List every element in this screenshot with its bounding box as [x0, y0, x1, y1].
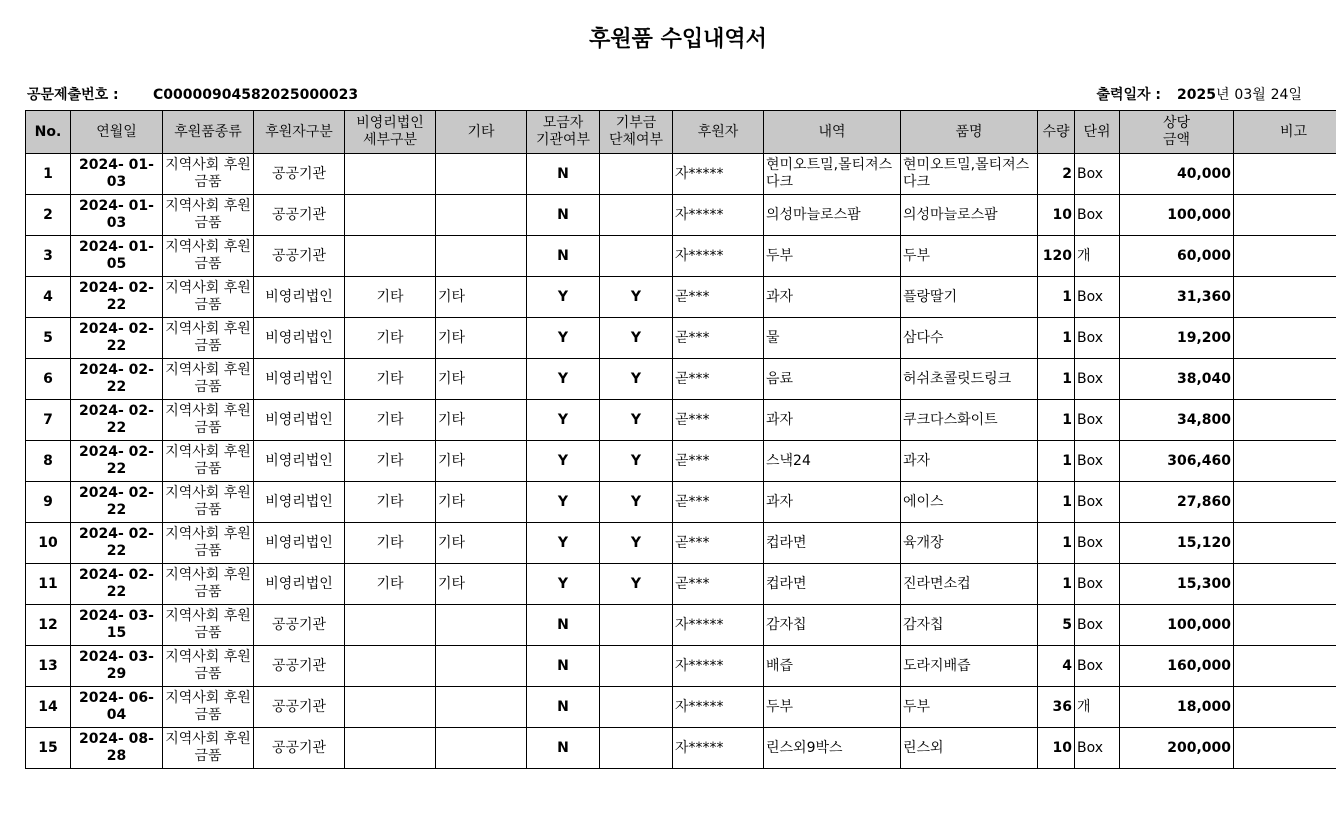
cell-org: [600, 646, 673, 687]
cell-unit: Box: [1075, 482, 1120, 523]
cell-fund: Y: [527, 400, 600, 441]
cell-unit: Box: [1075, 646, 1120, 687]
cell-qty: 1: [1038, 523, 1075, 564]
cell-org: Y: [600, 441, 673, 482]
cell-fund: Y: [527, 564, 600, 605]
cell-item: 의성마늘로스팜: [901, 195, 1038, 236]
cell-etc: [436, 605, 527, 646]
table-body: [26, 154, 1336, 769]
cell-fund: N: [527, 195, 600, 236]
cell-desc: 배즙: [764, 646, 901, 687]
table-row: [26, 441, 1336, 482]
cell-no: 3: [26, 236, 71, 277]
table-row: [26, 359, 1336, 400]
cell-donor: 곧***: [673, 523, 764, 564]
cell-qty: 1: [1038, 359, 1075, 400]
cell-date: 2024- 06- 04: [71, 687, 163, 728]
cell-fund: N: [527, 154, 600, 195]
cell-type: 지역사회 후원금품: [163, 359, 254, 400]
cell-date: 2024- 02- 22: [71, 482, 163, 523]
cell-item: 린스외: [901, 728, 1038, 769]
cell-fund: N: [527, 605, 600, 646]
cell-no: 10: [26, 523, 71, 564]
header-desc: 내역: [764, 111, 901, 154]
cell-donor-type: 공공기관: [254, 605, 345, 646]
cell-desc: 물: [764, 318, 901, 359]
cell-no: 6: [26, 359, 71, 400]
cell-item: 삼다수: [901, 318, 1038, 359]
cell-donor-type: 공공기관: [254, 236, 345, 277]
cell-amount: 100,000: [1120, 605, 1234, 646]
cell-fund: N: [527, 236, 600, 277]
cell-item: 쿠크다스화이트: [901, 400, 1038, 441]
header-etc: 기타: [436, 111, 527, 154]
cell-nonprofit-sub: 기타: [345, 564, 436, 605]
cell-qty: 1: [1038, 400, 1075, 441]
cell-note: [1234, 687, 1336, 728]
cell-item: 진라면소컵: [901, 564, 1038, 605]
cell-donor: 곧***: [673, 564, 764, 605]
cell-etc: [436, 195, 527, 236]
cell-donor-type: 공공기관: [254, 687, 345, 728]
cell-desc: 음료: [764, 359, 901, 400]
cell-org: [600, 154, 673, 195]
table-row: [26, 236, 1336, 277]
cell-org: Y: [600, 482, 673, 523]
cell-nonprofit-sub: [345, 154, 436, 195]
cell-no: 14: [26, 687, 71, 728]
cell-note: [1234, 482, 1336, 523]
cell-item: 허쉬초콜릿드링크: [901, 359, 1038, 400]
cell-donor: 자*****: [673, 728, 764, 769]
cell-etc: [436, 728, 527, 769]
cell-item: 현미오트밀,몰티져스다크: [901, 154, 1038, 195]
cell-no: 2: [26, 195, 71, 236]
header-donor: 후원자: [673, 111, 764, 154]
cell-nonprofit-sub: 기타: [345, 318, 436, 359]
cell-donor-type: 공공기관: [254, 195, 345, 236]
cell-type: 지역사회 후원금품: [163, 441, 254, 482]
cell-item: 플랑딸기: [901, 277, 1038, 318]
cell-date: 2024- 02- 22: [71, 318, 163, 359]
cell-qty: 10: [1038, 195, 1075, 236]
header-fund-line1: 모금자: [542, 115, 584, 131]
cell-note: [1234, 277, 1336, 318]
cell-type: 지역사회 후원금품: [163, 195, 254, 236]
cell-unit: Box: [1075, 441, 1120, 482]
cell-amount: 34,800: [1120, 400, 1234, 441]
cell-org: Y: [600, 359, 673, 400]
header-no: No.: [26, 111, 71, 154]
submission-number-label: 공문제출번호 :: [27, 87, 119, 103]
cell-fund: N: [527, 728, 600, 769]
cell-note: [1234, 359, 1336, 400]
cell-unit: Box: [1075, 400, 1120, 441]
cell-fund: Y: [527, 359, 600, 400]
print-month: 03: [1234, 87, 1253, 103]
table-row: [26, 277, 1336, 318]
cell-note: [1234, 441, 1336, 482]
submission-number-value: C00000904582025000023: [153, 87, 359, 103]
header-fund-line2: 기관여부: [535, 132, 591, 148]
submission-number: [27, 84, 358, 104]
cell-item: 육개장: [901, 523, 1038, 564]
cell-donor-type: 비영리법인: [254, 359, 345, 400]
table-row: [26, 154, 1336, 195]
cell-donor: 자*****: [673, 605, 764, 646]
cell-nonprofit-sub: [345, 236, 436, 277]
cell-qty: 1: [1038, 318, 1075, 359]
cell-amount: 19,200: [1120, 318, 1234, 359]
table-row: [26, 400, 1336, 441]
cell-donor: 자*****: [673, 195, 764, 236]
cell-nonprofit-sub: 기타: [345, 277, 436, 318]
header-amount-line2: 금액: [1162, 132, 1191, 148]
cell-fund: Y: [527, 523, 600, 564]
cell-org: [600, 728, 673, 769]
cell-type: 지역사회 후원금품: [163, 400, 254, 441]
cell-date: 2024- 02- 22: [71, 277, 163, 318]
cell-amount: 18,000: [1120, 687, 1234, 728]
cell-desc: 감자칩: [764, 605, 901, 646]
cell-note: [1234, 400, 1336, 441]
cell-note: [1234, 646, 1336, 687]
cell-amount: 15,300: [1120, 564, 1234, 605]
cell-amount: 60,000: [1120, 236, 1234, 277]
cell-type: 지역사회 후원금품: [163, 318, 254, 359]
cell-type: 지역사회 후원금품: [163, 236, 254, 277]
print-month-unit: 월: [1252, 87, 1266, 103]
cell-amount: 200,000: [1120, 728, 1234, 769]
cell-type: 지역사회 후원금품: [163, 605, 254, 646]
cell-nonprofit-sub: [345, 687, 436, 728]
cell-desc: 현미오트밀,몰티져스다크: [764, 154, 901, 195]
cell-donor: 곧***: [673, 359, 764, 400]
cell-desc: 스낵24: [764, 441, 901, 482]
cell-desc: 과자: [764, 400, 901, 441]
cell-note: [1234, 154, 1336, 195]
cell-qty: 10: [1038, 728, 1075, 769]
cell-org: Y: [600, 564, 673, 605]
header-row: [26, 111, 1336, 154]
header-donor-type: 후원자구분: [254, 111, 345, 154]
cell-no: 1: [26, 154, 71, 195]
cell-note: [1234, 195, 1336, 236]
cell-donor: 곧***: [673, 318, 764, 359]
cell-amount: 40,000: [1120, 154, 1234, 195]
cell-item: 감자칩: [901, 605, 1038, 646]
table-row: [26, 523, 1336, 564]
cell-type: 지역사회 후원금품: [163, 564, 254, 605]
cell-etc: [436, 236, 527, 277]
cell-item: 도라지배즙: [901, 646, 1038, 687]
cell-amount: 100,000: [1120, 195, 1234, 236]
cell-qty: 1: [1038, 277, 1075, 318]
cell-desc: 과자: [764, 482, 901, 523]
header-fund: [527, 111, 600, 154]
print-year-unit: 년: [1216, 87, 1230, 103]
header-unit: 단위: [1075, 111, 1120, 154]
cell-fund: Y: [527, 441, 600, 482]
cell-qty: 1: [1038, 564, 1075, 605]
cell-type: 지역사회 후원금품: [163, 523, 254, 564]
cell-etc: 기타: [436, 277, 527, 318]
cell-amount: 160,000: [1120, 646, 1234, 687]
cell-no: 15: [26, 728, 71, 769]
cell-note: [1234, 605, 1336, 646]
cell-type: 지역사회 후원금품: [163, 646, 254, 687]
cell-desc: 컵라면: [764, 564, 901, 605]
cell-unit: Box: [1075, 564, 1120, 605]
cell-fund: N: [527, 687, 600, 728]
table-row: [26, 195, 1336, 236]
cell-org: Y: [600, 400, 673, 441]
cell-nonprofit-sub: 기타: [345, 482, 436, 523]
table-row: [26, 482, 1336, 523]
cell-fund: N: [527, 646, 600, 687]
cell-unit: 개: [1075, 687, 1120, 728]
cell-item: 두부: [901, 236, 1038, 277]
cell-no: 13: [26, 646, 71, 687]
cell-nonprofit-sub: 기타: [345, 359, 436, 400]
cell-donor-type: 공공기관: [254, 646, 345, 687]
cell-note: [1234, 523, 1336, 564]
header-org-line2: 단체여부: [608, 132, 664, 148]
cell-unit: Box: [1075, 277, 1120, 318]
cell-nonprofit-sub: 기타: [345, 523, 436, 564]
cell-unit: Box: [1075, 154, 1120, 195]
donation-table: [25, 110, 1336, 769]
header-item: 품명: [901, 111, 1038, 154]
cell-desc: 두부: [764, 687, 901, 728]
header-qty: 수량: [1038, 111, 1075, 154]
cell-date: 2024- 01- 03: [71, 195, 163, 236]
cell-note: [1234, 318, 1336, 359]
cell-org: [600, 687, 673, 728]
table-row: [26, 605, 1336, 646]
cell-no: 11: [26, 564, 71, 605]
cell-date: 2024- 01- 03: [71, 154, 163, 195]
cell-date: 2024- 08- 28: [71, 728, 163, 769]
cell-donor: 곧***: [673, 277, 764, 318]
cell-unit: Box: [1075, 728, 1120, 769]
table-row: [26, 646, 1336, 687]
cell-unit: Box: [1075, 523, 1120, 564]
table-row: [26, 728, 1336, 769]
cell-donor: 자*****: [673, 646, 764, 687]
cell-date: 2024- 02- 22: [71, 523, 163, 564]
cell-no: 9: [26, 482, 71, 523]
cell-etc: [436, 687, 527, 728]
cell-unit: Box: [1075, 318, 1120, 359]
cell-unit: 개: [1075, 236, 1120, 277]
table-row: [26, 318, 1336, 359]
cell-nonprofit-sub: [345, 728, 436, 769]
cell-org: [600, 195, 673, 236]
cell-etc: 기타: [436, 523, 527, 564]
cell-nonprofit-sub: 기타: [345, 441, 436, 482]
table-row: [26, 687, 1336, 728]
cell-etc: [436, 646, 527, 687]
cell-donor: 곧***: [673, 482, 764, 523]
cell-org: Y: [600, 277, 673, 318]
cell-donor: 자*****: [673, 154, 764, 195]
print-day-unit: 일: [1288, 87, 1302, 103]
cell-desc: 두부: [764, 236, 901, 277]
cell-amount: 27,860: [1120, 482, 1234, 523]
cell-donor-type: 비영리법인: [254, 523, 345, 564]
cell-donor: 곧***: [673, 441, 764, 482]
cell-desc: 컵라면: [764, 523, 901, 564]
header-nonprofit-sub-line2: 세부구분: [362, 132, 418, 148]
cell-no: 7: [26, 400, 71, 441]
cell-donor-type: 비영리법인: [254, 441, 345, 482]
cell-date: 2024- 03- 29: [71, 646, 163, 687]
cell-org: Y: [600, 523, 673, 564]
cell-donor-type: 공공기관: [254, 154, 345, 195]
cell-note: [1234, 236, 1336, 277]
cell-date: 2024- 02- 22: [71, 441, 163, 482]
table-row: [26, 564, 1336, 605]
header-date: 연월일: [71, 111, 163, 154]
table-header: [26, 111, 1336, 154]
cell-fund: Y: [527, 277, 600, 318]
cell-nonprofit-sub: [345, 605, 436, 646]
cell-desc: 과자: [764, 277, 901, 318]
cell-date: 2024- 02- 22: [71, 400, 163, 441]
header-amount: [1120, 111, 1234, 154]
cell-no: 8: [26, 441, 71, 482]
cell-item: 에이스: [901, 482, 1038, 523]
cell-etc: 기타: [436, 359, 527, 400]
cell-item: 과자: [901, 441, 1038, 482]
cell-unit: Box: [1075, 359, 1120, 400]
cell-amount: 306,460: [1120, 441, 1234, 482]
header-amount-line1: 상당: [1162, 115, 1191, 131]
cell-amount: 31,360: [1120, 277, 1234, 318]
cell-date: 2024- 02- 22: [71, 359, 163, 400]
cell-unit: Box: [1075, 195, 1120, 236]
cell-type: 지역사회 후원금품: [163, 482, 254, 523]
cell-type: 지역사회 후원금품: [163, 728, 254, 769]
cell-desc: 의성마늘로스팜: [764, 195, 901, 236]
cell-fund: Y: [527, 482, 600, 523]
cell-donor: 자*****: [673, 236, 764, 277]
cell-donor: 자*****: [673, 687, 764, 728]
header-org: [600, 111, 673, 154]
cell-type: 지역사회 후원금품: [163, 277, 254, 318]
cell-type: 지역사회 후원금품: [163, 687, 254, 728]
cell-unit: Box: [1075, 605, 1120, 646]
cell-no: 4: [26, 277, 71, 318]
cell-qty: 120: [1038, 236, 1075, 277]
cell-donor-type: 공공기관: [254, 728, 345, 769]
print-year: 2025: [1177, 87, 1216, 103]
cell-org: Y: [600, 318, 673, 359]
cell-nonprofit-sub: 기타: [345, 400, 436, 441]
cell-fund: Y: [527, 318, 600, 359]
header-nonprofit-sub-line1: 비영리법인: [356, 115, 424, 131]
cell-donor: 곧***: [673, 400, 764, 441]
cell-donor-type: 비영리법인: [254, 318, 345, 359]
cell-qty: 2: [1038, 154, 1075, 195]
header-note: 비고: [1234, 111, 1336, 154]
cell-note: [1234, 728, 1336, 769]
cell-etc: 기타: [436, 400, 527, 441]
cell-date: 2024- 01- 05: [71, 236, 163, 277]
cell-org: [600, 605, 673, 646]
cell-qty: 1: [1038, 441, 1075, 482]
cell-type: 지역사회 후원금품: [163, 154, 254, 195]
header-nonprofit-sub: [345, 111, 436, 154]
cell-no: 12: [26, 605, 71, 646]
print-date-label: 출력일자 :: [1096, 87, 1162, 103]
cell-etc: [436, 154, 527, 195]
print-date: [1096, 84, 1302, 104]
cell-qty: 36: [1038, 687, 1075, 728]
cell-amount: 38,040: [1120, 359, 1234, 400]
cell-item: 두부: [901, 687, 1038, 728]
cell-desc: 린스외9박스: [764, 728, 901, 769]
header-org-line1: 기부금: [615, 115, 657, 131]
cell-etc: 기타: [436, 482, 527, 523]
cell-date: 2024- 02- 22: [71, 564, 163, 605]
cell-etc: 기타: [436, 441, 527, 482]
cell-qty: 4: [1038, 646, 1075, 687]
cell-donor-type: 비영리법인: [254, 482, 345, 523]
cell-no: 5: [26, 318, 71, 359]
cell-donor-type: 비영리법인: [254, 277, 345, 318]
cell-date: 2024- 03- 15: [71, 605, 163, 646]
cell-org: [600, 236, 673, 277]
cell-amount: 15,120: [1120, 523, 1234, 564]
cell-qty: 5: [1038, 605, 1075, 646]
cell-nonprofit-sub: [345, 195, 436, 236]
cell-qty: 1: [1038, 482, 1075, 523]
cell-etc: 기타: [436, 318, 527, 359]
document-title: 후원품 수입내역서: [589, 27, 767, 52]
header-type: 후원품종류: [163, 111, 254, 154]
cell-etc: 기타: [436, 564, 527, 605]
cell-donor-type: 비영리법인: [254, 400, 345, 441]
cell-note: [1234, 564, 1336, 605]
print-day: 24: [1270, 87, 1289, 103]
cell-donor-type: 비영리법인: [254, 564, 345, 605]
cell-nonprofit-sub: [345, 646, 436, 687]
